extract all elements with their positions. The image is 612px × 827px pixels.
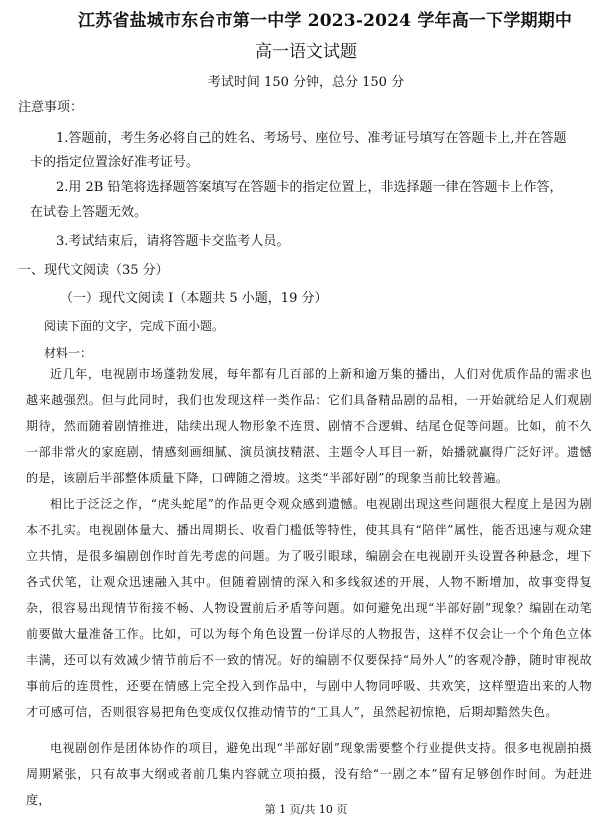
note-item-2-line-2: 在试卷上答题无效。 [30,205,148,220]
body-paragraph-3: 电视剧创作是团体协作的项目，避免出现“半部好剧”现象需要整个行业提供支持。很多电视剧拍摄周期紧张，只有故事大纲或者前几集内容就立项拍摄，没有给“一剧之本”留有足够创作时间。为赶进度， [26,741,592,807]
material-label: 材料一： [44,346,93,360]
note-item-1-line-2: 卡的指定位置涂好准考证号。 [30,155,200,170]
note-item-1-line-1: 1.答题前，考生务必将自己的姓名、考场号、座位号、准考证号填写在答题卡上,并在答题 [56,131,567,146]
exam-title: 江苏省盐城市东台市第一中学 2023-2024 学年高一下学期期中 [78,11,573,31]
exam-meta: 考试时间 150 分钟，总分 150 分 [207,75,405,90]
section-sub-heading: （一）现代文阅读 I（本题共 5 小题，19 分） [60,291,328,306]
section-heading: 一、现代文阅读（35 分） [18,263,169,278]
body-paragraph-1: 近几年，电视剧市场蓬勃发展，每年都有几百部的上新和逾万集的播出，人们对优质作品的需求也越来越强烈。但与此同时，我们也发现这样一类作品：它们具备精品剧的品相，一开始就给足人们观剧期待，然而随着剧情推进，陆续出现人物形象不连贯、剧情不合逻辑、结尾仓促等问题。比如，前不久一部非常火的家庭剧，情感刻画细腻、演员演技精湛、主题令人耳目一新，始播就赢得广泛好评。遗憾的是，该剧后半部整体质量下降，口碑随之滑坡。这类“半部好剧”的现象当前比较普遍。 [26,367,592,485]
body-paragraph-2: 相比于泛泛之作，“虎头蛇尾”的作品更令观众感到遗憾。电视剧出现这些问题很大程度上是因为剧本不扎实。电视剧体量大、播出周期长、收看门槛低等特性，使其具有“陪伴”属性，能否迅速与观众建立共情，是很多编剧创作时首先考虑的问题。为了吸引眼球，编剧会在电视剧开头设置各种悬念，埋下各式伏笔，让观众迅速融入其中。但随着剧情的深入和多线叙述的开展，人物不断增加，故事变得复杂，很容易出现情节衔接不畅、人物设置前后矛盾等问题。如何避免出现“半部好剧”现象？编剧在动笔前要做大量准备工作。比如，可以为每个角色设置一份详尽的人物报告，这样不仅会让一个个角色立体丰满，还可以有效减少情节前后不一致的情况。好的编剧不仅要保持“局外人”的客观冷静，随时审视故事前后的连贯性，还要在情感上完全投入到作品中，与剧中人物同呼吸、共欢笑，这样塑造出来的人物才可感可信，否则很容易把角色变成仅仅推动情节的“工具人”，虽然起初惊艳，后期却黯然失色。 [26,497,592,719]
page-footer: 第 1 页/共 10 页 [264,803,348,816]
notes-heading: 注意事项： [18,100,84,115]
exam-subtitle: 高一语文试题 [255,42,357,62]
note-item-3: 3.考试结束后，请将答题卡交监考人员。 [56,234,290,249]
note-item-2-line-1: 2.用 2B 铅笔将选择题答案填写在答题卡的指定位置上，非选择题一律在答题卡上作答， [56,180,563,195]
section-instruction: 阅读下面的文字，完成下面小题。 [44,319,225,333]
